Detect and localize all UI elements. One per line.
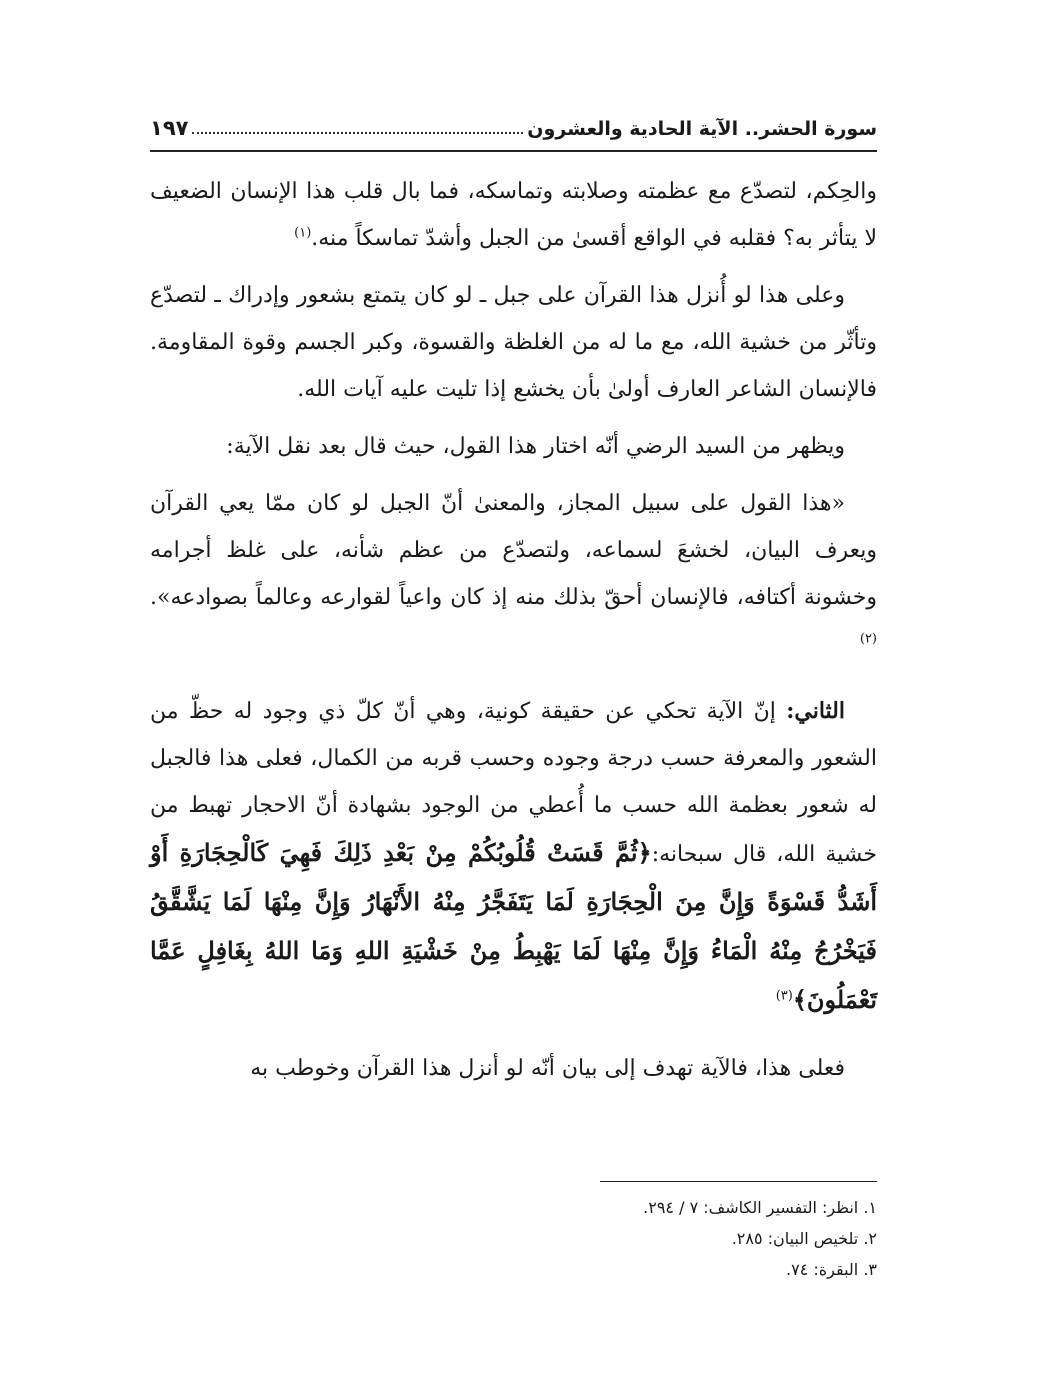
paragraph-3: ويظهر من السيد الرضي أنّه اختار هذا القول، حيث قال بعد نقل الآية: [226,434,845,459]
footnote-ref-1: (١) [294,225,312,241]
footnote-3: ٣. البقرة: ٧٤. [786,1260,877,1279]
second-view-lead: الثاني: [786,698,845,724]
quote-paragraph: «هذا القول على سبيل المجاز، والمعنىٰ أنّ الجبل لو كان ممّا يعي القرآن ويعرف البيان، لخشعَ لسماعه، ولتصدّع من عظم شأنه، على غلظ أجرامه وخشونة أكتافه، فالإنسان أحقّ بذلك منه إذ كان واعياً لقوارعه وعالماً بصوادعه».$^{(٢)}$ [150,491,877,647]
body-text [150,168,877,1092]
paragraph-1: والحِكم، لتصدّع مع عظمته وصلابته وتماسكه، فما بال قلب هذا الإنسان الضعيف لا يتأثر به؟ فقلبه في الواقع أقسىٰ من الجبل وأشدّ تماسكاً منه.$^{(١)}$ [150,179,877,251]
quran-verse: ﴿ثُمَّ قَسَتْ قُلُوبُكُمْ مِنْ بَعْدِ ذَلِكَ فَهِيَ كَالْحِجَارَةِ أَوْ أَشَدُّ قَسْوَةً وَإِنَّ مِنَ الْحِجَارَةِ لَمَا يَتَفَجَّرُ مِنْهُ الأَنْهَارُ وَإِنَّ مِنْهَا لَمَا يَشَّقَّقُ فَيَخْرُجُ مِنْهُ الْمَاءُ وَإِنَّ مِنْهَا لَمَا يَهْبِطُ مِنْ خَشْيَةِ اللهِ وَمَا اللهُ بِغَافِلٍ عَمَّا تَعْمَلُونَ﴾ [150,838,877,1014]
paragraph-second-view: الثاني: إنّ الآية تحكي عن حقيقة كونية، وهي أنّ كلّ ذي وجود له حظّ من الشعور والمعرفة حسب درجة وجوده وحسب قربه من الكمال، فعلى هذا فالجبل له شعور بعظمة الله حسب ما أُعطي من الوجود بشهادة أنّ الاحجار تهبط من خشية الله، قال سبحانه:﴿ثُمَّ قَسَتْ قُلُوبُكُمْ مِنْ بَعْدِ ذَلِكَ فَهِيَ كَالْحِجَارَةِ أَوْ أَشَدُّ قَسْوَةً وَإِنَّ مِنَ الْحِجَارَةِ لَمَا يَتَفَجَّرُ مِنْهُ الأَنْهَارُ وَإِنَّ مِنْهَا لَمَا يَشَّقَّقُ فَيَخْرُجُ مِنْهُ الْمَاءُ وَإِنَّ مِنْهَا لَمَا يَهْبِطُ مِنْ خَشْيَةِ اللهِ وَمَا اللهُ بِغَافِلٍ عَمَّا تَعْمَلُونَ﴾$^{(٣)}$ [150,698,877,1014]
running-header [150,100,877,140]
header-rule [150,150,877,152]
header-title: سورة الحشر.. الآية الحادية والعشرون [527,118,877,140]
footnotes [500,1192,877,1285]
page-number: ١٩٧ [150,116,189,140]
paragraph-2: وعلى هذا لو أُنزل هذا القرآن على جبل ـ لو كان يتمتع بشعور وإدراك ـ لتصدّع وتأثّر من خشية الله، مع ما له من الغلظة والقسوة، وكبر الجسم وقوة المقاومة. فالإنسان الشاعر العارف أولىٰ بأن يخشع إذا تليت عليه آيات الله. [150,283,877,402]
footnote-ref-2: (٢) [859,631,877,647]
footnote-2: ٢. تلخيص البيان: ٢٨٥. [731,1229,877,1248]
paragraph-conclusion: فعلى هذا، فالآية تهدف إلى بيان أنّه لو أنزل هذا القرآن وخوطب به [250,1056,845,1081]
footnote-ref-3: (٣) [775,988,793,1004]
footnote-1: ١. انظر: التفسير الكاشف: ٧ / ٢٩٤. [643,1198,877,1217]
footnote-rule [600,1181,877,1182]
header-leader-dots [192,131,523,134]
